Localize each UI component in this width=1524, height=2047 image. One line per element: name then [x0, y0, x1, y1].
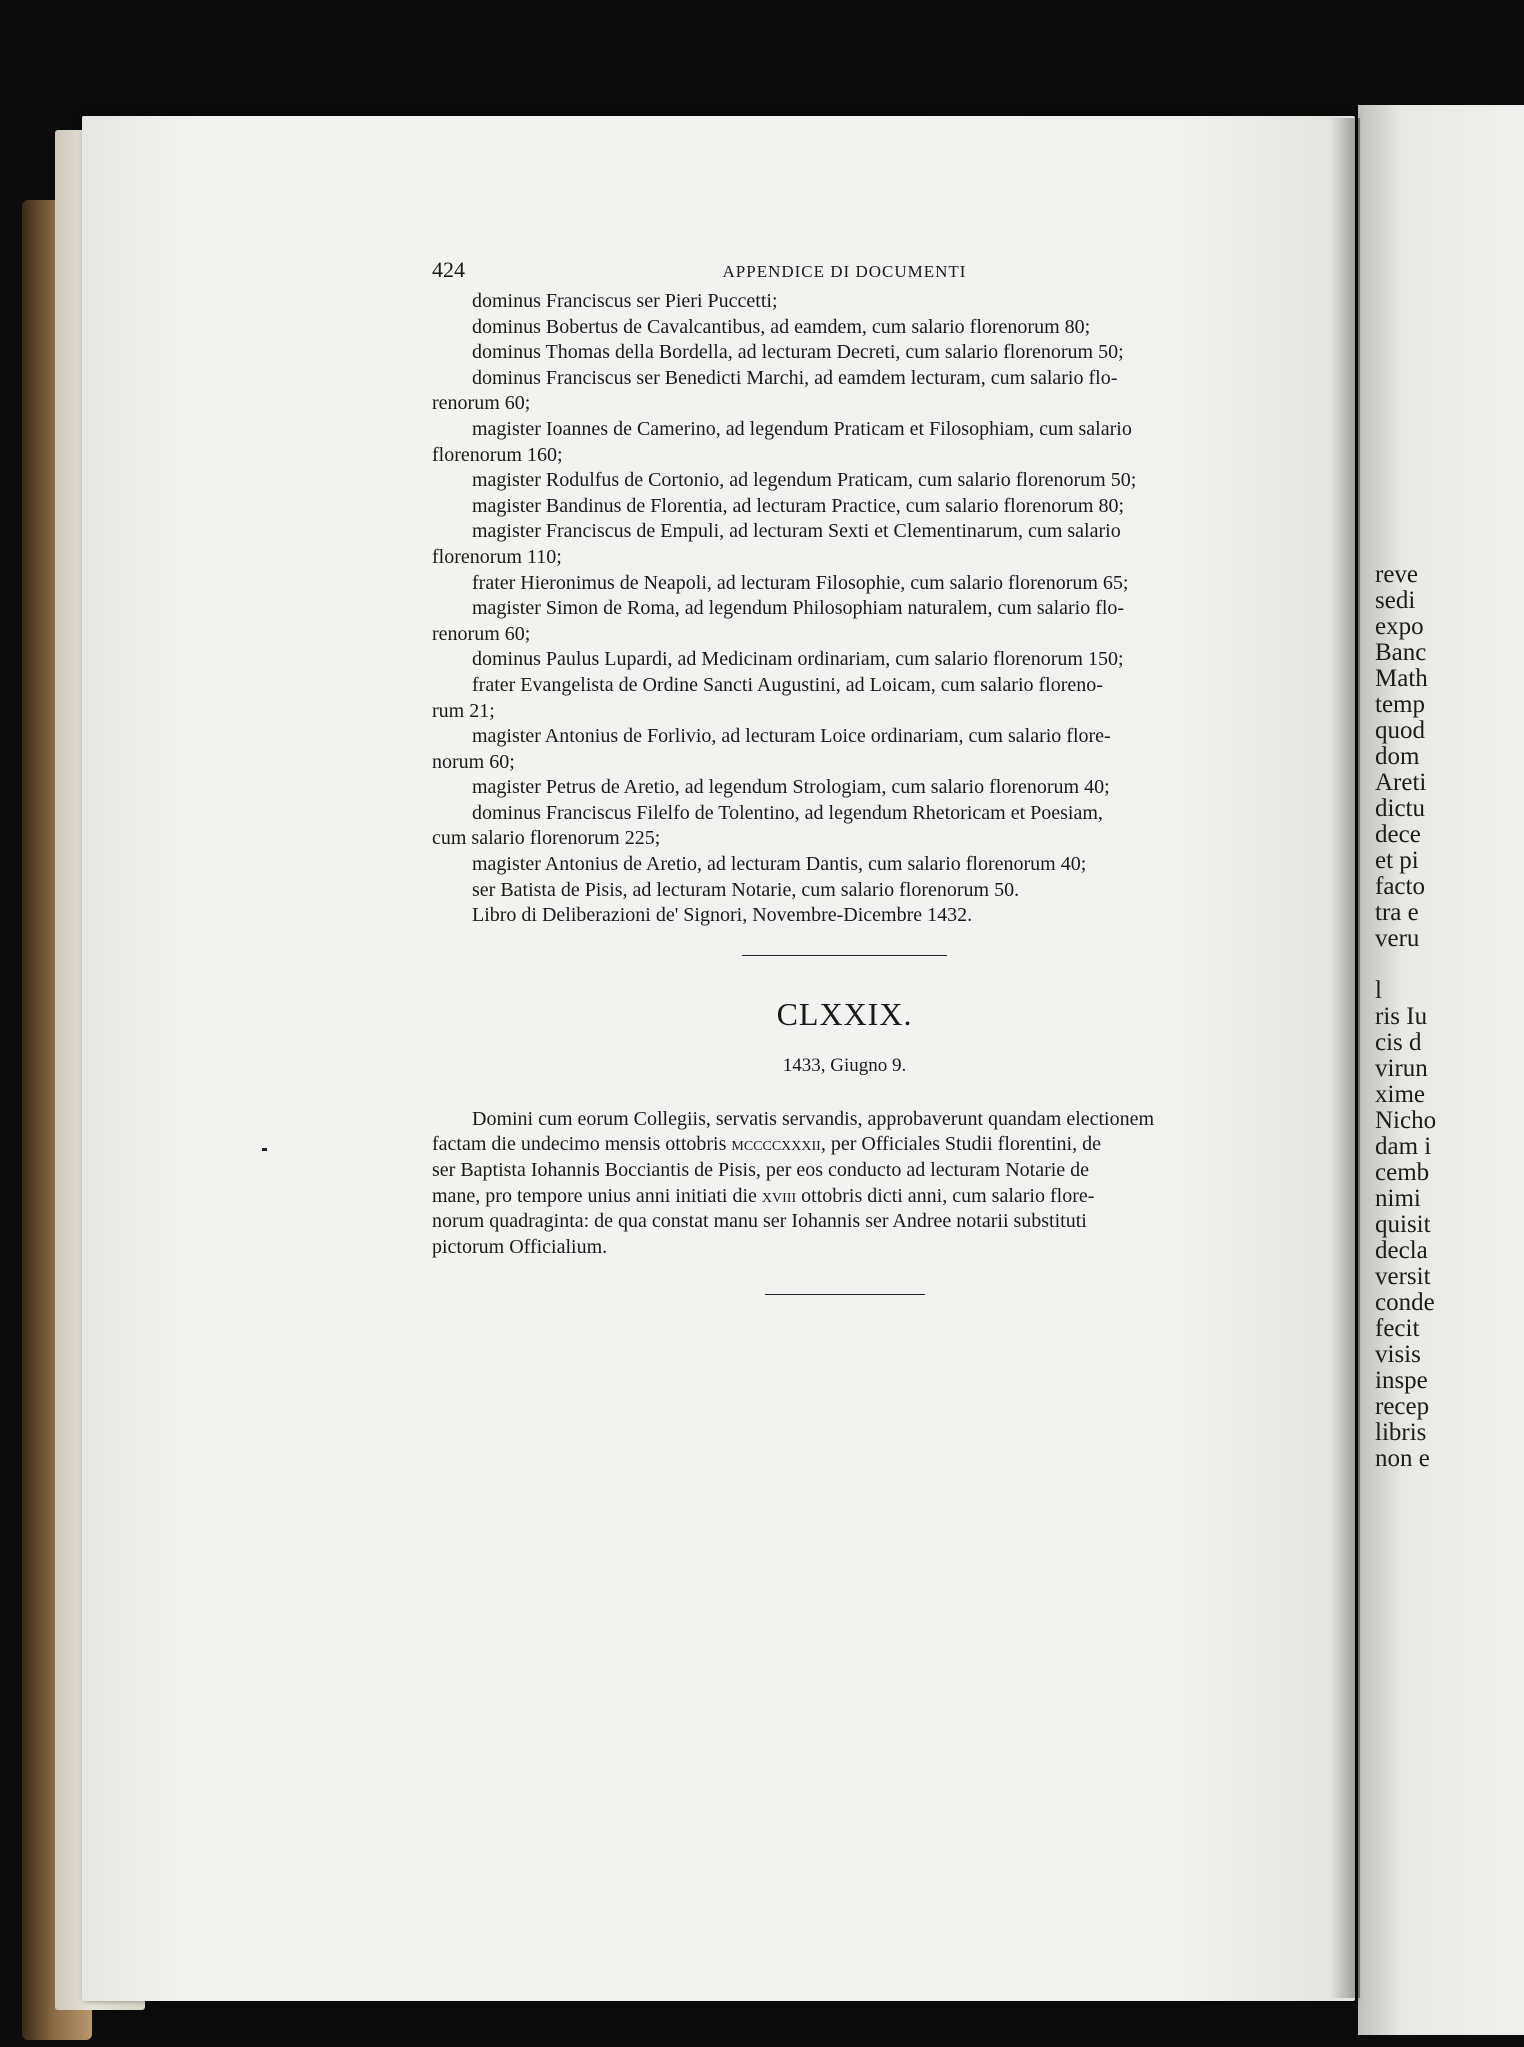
body-line-text: ottobris dicti anni, cum salario flore-	[796, 1184, 1095, 1207]
entry-line: magister Petrus de Aretio, ad legendum Strologiam, cum salario florenorum 40;	[472, 776, 1110, 799]
entry-line: dominus Franciscus ser Pieri Puccetti;	[472, 290, 778, 312]
facing-page-fragment: virun	[1375, 1055, 1428, 1082]
entry-line: renorum 60;	[432, 392, 531, 415]
facing-page-fragment: facto	[1375, 873, 1425, 900]
body-line-text: , per Officiales Studii florentini, de	[820, 1133, 1101, 1156]
entry-line: magister Rodulfus de Cortonio, ad legendum Praticam, cum salario florenorum 50;	[472, 469, 1137, 492]
body-line	[432, 1107, 1257, 1133]
document-date: 1433, Giugno 9.	[782, 1054, 907, 1076]
entry-line: frater Hieronimus de Neapoli, ad lecturam Filosophie, cum salario florenorum 65;	[472, 571, 1129, 594]
facing-page-fragment: versit	[1375, 1263, 1431, 1290]
facing-page-fragment: Math	[1375, 665, 1428, 692]
gutter-shadow	[1330, 118, 1360, 1998]
roman-numeral: mccccxxxii	[731, 1133, 821, 1156]
facing-page-fragment: cemb	[1375, 1159, 1430, 1186]
entry-line: norum 60;	[432, 750, 515, 773]
facing-page-fragment: expo	[1375, 613, 1424, 640]
entry-line: magister Ioannes de Camerino, ad legendum Praticam et Filosophiam, cum salario	[472, 417, 1132, 440]
facing-page-fragment: decla	[1375, 1237, 1428, 1264]
section-divider	[742, 955, 947, 956]
facing-page-fragment: Banc	[1375, 639, 1427, 666]
facing-page-fragment: non e	[1375, 1445, 1430, 1472]
entry-line: Libro di Deliberazioni de' Signori, Novembre-Dicembre 1432.	[472, 904, 973, 927]
body-line-text: factam die undecimo mensis ottobris	[432, 1133, 732, 1156]
facing-page-fragment: visis	[1375, 1341, 1421, 1368]
facing-page-fragment: l	[1375, 977, 1382, 1004]
facing-page-fragment: dece	[1375, 821, 1421, 848]
entry-line: dominus Franciscus Filelfo de Tolentino, ad legendum Rhetoricam et Poesiam,	[472, 801, 1103, 824]
page-text-column	[432, 255, 1257, 1295]
body-line-text: norum quadraginta: de qua constat manu ser Iohannis ser Andree notarii substituti	[432, 1210, 1087, 1233]
document-number: CLXXIX.	[776, 995, 913, 1032]
facing-page-fragment: quod	[1375, 717, 1425, 744]
entry-line: dominus Paulus Lupardi, ad Medicinam ordinariam, cum salario florenorum 150;	[472, 648, 1124, 671]
facing-page-fragment: fecit	[1375, 1315, 1420, 1342]
facing-page-fragment: ris Iu	[1375, 1003, 1428, 1030]
facing-page-fragment: dom	[1375, 743, 1420, 770]
entry-line: rum 21;	[432, 699, 495, 722]
entry-line: dominus Bobertus de Cavalcantibus, ad eamdem, cum salario florenorum 80;	[472, 315, 1091, 338]
body-line	[432, 1184, 1257, 1210]
facing-page-fragment: dam i	[1375, 1133, 1432, 1160]
running-head-title: APPENDICE DI DOCUMENTI	[722, 262, 967, 281]
entry-line: frater Evangelista de Ordine Sancti Augustini, ad Loicam, cum salario floreno-	[472, 673, 1103, 696]
page-number: 424	[432, 257, 465, 282]
entry-line: florenorum 160;	[432, 443, 563, 466]
body-line	[432, 1209, 1257, 1235]
entry-line: cum salario florenorum 225;	[432, 827, 661, 850]
body-line-text: mane, pro tempore unius anni initiati die	[432, 1184, 762, 1207]
facing-page-fragment	[1375, 952, 1524, 978]
facing-page-fragment: veru	[1375, 925, 1420, 952]
facing-page-fragment: libris	[1375, 1419, 1427, 1446]
facing-page-fragment: dictu	[1375, 795, 1425, 822]
facing-page-fragment: Areti	[1375, 769, 1427, 796]
body-line	[432, 1158, 1257, 1184]
salary-entries-list	[432, 289, 1257, 929]
entry-line: magister Simon de Roma, ad legendum Philosophiam naturalem, cum salario flo-	[472, 597, 1125, 620]
facing-page-fragment: xime	[1375, 1081, 1425, 1108]
body-line	[432, 1235, 1257, 1261]
facing-page-fragment: tra e	[1375, 899, 1419, 926]
running-head	[432, 255, 1257, 289]
facing-page-fragment: inspe	[1375, 1367, 1428, 1394]
entry-line: magister Franciscus de Empuli, ad lecturam Sexti et Clementinarum, cum salario	[472, 520, 1121, 543]
entry-line: magister Antonius de Aretio, ad lecturam Dantis, cum salario florenorum 40;	[472, 853, 1087, 876]
facing-page-fragment: reve	[1375, 562, 1419, 588]
entry-line: ser Batista de Pisis, ad lecturam Notarie, cum salario florenorum 50.	[472, 878, 1020, 901]
body-line-text: ser Baptista Iohannis Bocciantis de Pisis, per eos conducto ad lecturam Notarie de	[432, 1159, 1090, 1182]
facing-page-fragment: cis d	[1375, 1029, 1422, 1056]
facing-page-fragment: quisit	[1375, 1211, 1431, 1238]
entry-line: magister Bandinus de Florentia, ad lecturam Practice, cum salario florenorum 80;	[472, 494, 1125, 517]
facing-page-fragment: Nicho	[1375, 1107, 1437, 1134]
facing-page-fragment: nimi	[1375, 1185, 1421, 1212]
entry-line: magister Antonius de Forlivio, ad lecturam Loice ordinariam, cum salario flore-	[472, 725, 1111, 748]
entry-line: renorum 60;	[432, 622, 531, 645]
entry-line: florenorum 110;	[432, 545, 562, 568]
facing-page-fragment: conde	[1375, 1289, 1435, 1316]
facing-page-text	[1375, 562, 1524, 1612]
entry-line: dominus Franciscus ser Benedicti Marchi, ad eamdem lecturam, cum salario flo-	[472, 366, 1118, 389]
body-line-text: pictorum Officialium.	[432, 1235, 608, 1258]
end-divider	[765, 1294, 925, 1295]
facing-page-fragment: et pi	[1375, 847, 1419, 874]
facing-page-fragment: temp	[1375, 691, 1425, 718]
roman-numeral: xviii	[761, 1184, 797, 1207]
document-body	[432, 1107, 1257, 1261]
body-line	[432, 1132, 1257, 1158]
entry-line: dominus Thomas della Bordella, ad lecturam Decreti, cum salario florenorum 50;	[472, 341, 1124, 364]
ink-speck	[262, 1148, 267, 1151]
facing-page-fragment: sedi	[1375, 587, 1416, 614]
body-line-text: Domini cum eorum Collegiis, servatis servandis, approbaverunt quandam electionem	[472, 1107, 1155, 1130]
facing-page-fragment: recep	[1375, 1393, 1430, 1420]
